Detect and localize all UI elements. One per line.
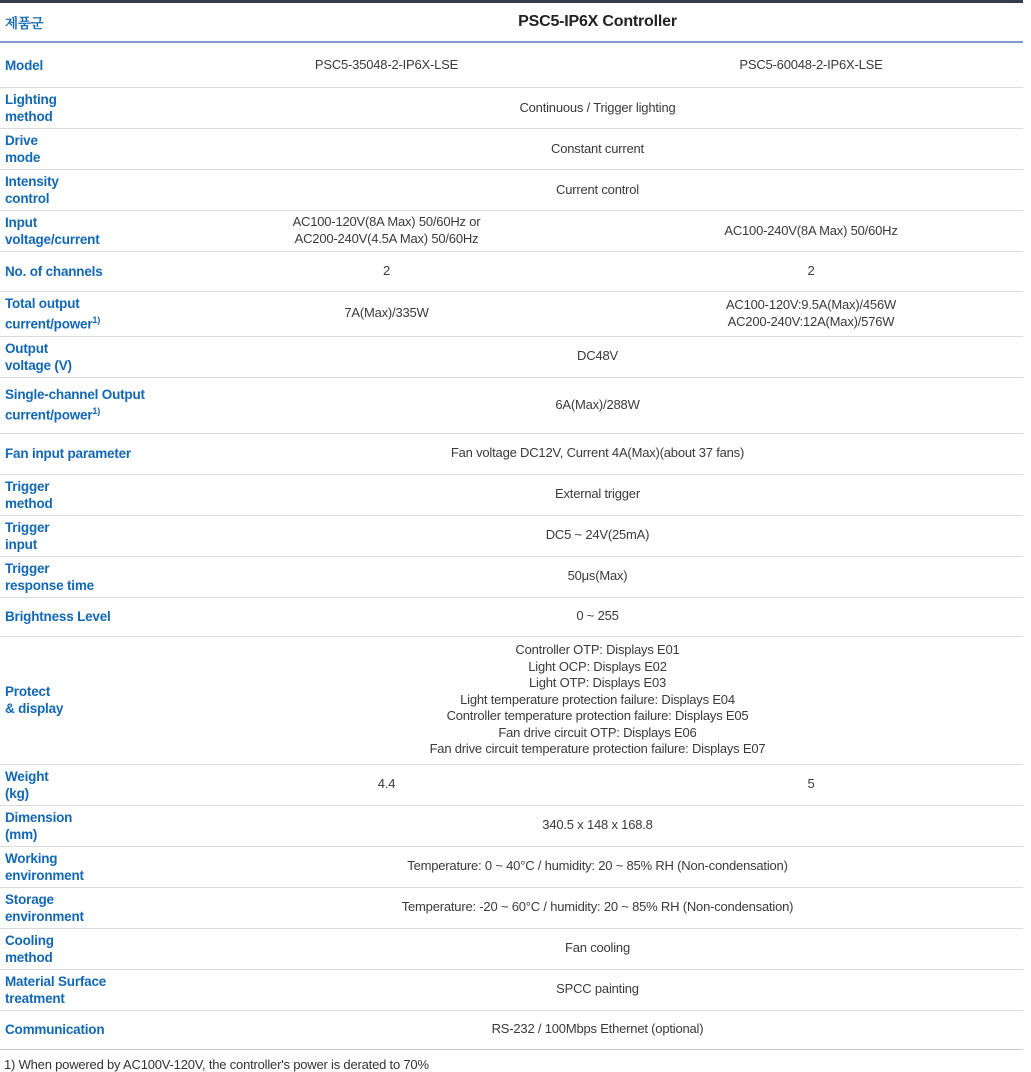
page-title: PSC5-IP6X Controller — [518, 13, 677, 30]
spec-row-input-voltage-current — [0, 210, 1023, 251]
spec-row-trigger-input — [0, 515, 1023, 556]
spec-row-cooling-method — [0, 928, 1023, 969]
value-cell-left: PSC5-35048-2-IP6X-LSE — [314, 56, 459, 72]
row-label: Dimension (mm) — [5, 809, 73, 842]
spec-row-intensity-control — [0, 169, 1023, 210]
row-label: Lighting method — [5, 92, 57, 124]
spec-row-output-voltage — [0, 336, 1023, 377]
row-label: Storage environment — [5, 891, 84, 924]
value-cell-left: 7A(Max)/335W — [344, 305, 429, 321]
value-cell: 340.5 x 148 x 168.8 — [542, 817, 653, 833]
value-cell: Constant current — [551, 140, 644, 156]
value-cell: 6A(Max)/288W — [555, 396, 640, 412]
spec-row-drive-mode — [0, 128, 1023, 169]
value-cell: Continuous / Trigger lighting — [519, 99, 676, 115]
value-cell-right: PSC5-60048-2-IP6X-LSE — [739, 56, 883, 72]
spec-row-brightness-level — [0, 597, 1023, 636]
spec-table-header — [0, 3, 1023, 43]
row-label: No. of channels — [5, 264, 103, 279]
value-cell: Fan cooling — [564, 940, 630, 956]
value-cell: Current control — [556, 181, 639, 197]
row-label: Material Surface treatment — [5, 973, 107, 1006]
row-label: Intensity control — [5, 174, 59, 206]
row-label: Trigger input — [5, 519, 50, 552]
spec-row-model — [0, 43, 1023, 87]
value-cell: Controller OTP: Displays E01 Light OCP: Displays E02 Light OTP: Displays E03 Light temperature protection failure: Displays E04 Controller temperature protection failure: Displays E05 Fan drive circuit OTP: Displays E06 Fan drive circuit temperature protection failure: Displays E07 — [429, 641, 766, 757]
row-label: Communication — [5, 1022, 105, 1037]
spec-row-dimension — [0, 805, 1023, 846]
spec-row-communication — [0, 1010, 1023, 1049]
value-cell: External trigger — [555, 486, 640, 502]
product-group-label: 제품군 — [5, 16, 44, 31]
value-cell: DC5 ~ 24V(25mA) — [545, 527, 650, 543]
spec-row-fan-input-parameter — [0, 433, 1023, 474]
value-cell-right: 2 — [807, 263, 815, 279]
spec-row-protect-display — [0, 636, 1023, 764]
value-cell: 50μs(Max) — [567, 568, 628, 584]
row-label: Fan input parameter — [5, 446, 131, 461]
value-cell: Fan voltage DC12V, Current 4A(Max)(about 37 fans) — [450, 445, 745, 461]
row-label: Trigger method — [5, 478, 53, 511]
value-cell: Temperature: 0 ~ 40°C / humidity: 20 ~ 85% RH (Non-condensation) — [407, 858, 788, 874]
spec-row-trigger-method — [0, 474, 1023, 515]
row-label: Working environment — [5, 850, 84, 883]
row-label: Drive mode — [5, 133, 41, 165]
value-cell-left: AC100-120V(8A Max) 50/60Hz or AC200-240V(4.5A Max) 50/60Hz — [292, 214, 481, 246]
spec-row-weight — [0, 764, 1023, 805]
row-label: Single-channel Output current/power$^{1)}$ — [5, 387, 145, 423]
spec-row-total-output — [0, 291, 1023, 336]
value-cell: Temperature: -20 ~ 60°C / humidity: 20 ~ 85% RH (Non-condensation) — [401, 899, 794, 915]
row-label: Trigger response time — [5, 560, 94, 593]
row-label: Weight (kg) — [5, 768, 49, 801]
spec-row-trigger-response-time — [0, 556, 1023, 597]
spec-row-single-channel-output — [0, 377, 1023, 433]
value-cell-left: 2 — [382, 263, 391, 279]
value-cell-right: AC100-120V:9.5A(Max)/456W AC200-240V:12A(Max)/576W — [725, 297, 897, 329]
spec-rows — [0, 43, 1023, 1050]
value-cell-right: 5 — [807, 776, 815, 792]
spec-row-storage-environment — [0, 887, 1023, 928]
row-label: Cooling method — [5, 932, 54, 965]
row-label: Total output current/power$^{1)}$ — [5, 296, 101, 332]
spec-row-no-of-channels — [0, 251, 1023, 291]
value-cell-right: AC100-240V(8A Max) 50/60Hz — [724, 222, 898, 238]
value-cell: 0 ~ 255 — [576, 608, 619, 624]
spec-row-material-surface-treatment — [0, 969, 1023, 1010]
row-label: Input voltage/current — [5, 215, 100, 247]
row-label: Brightness Level — [5, 609, 111, 624]
value-cell: RS-232 / 100Mbps Ethernet (optional) — [491, 1021, 704, 1037]
value-cell: DC48V — [577, 348, 618, 364]
spec-row-working-environment — [0, 846, 1023, 887]
footnote: 1) When powered by AC100V-120V, the controller's power is derated to 70% — [4, 1056, 429, 1072]
row-label: Model — [5, 57, 43, 73]
value-cell: SPCC painting — [556, 981, 639, 997]
row-label: Protect & display — [5, 684, 64, 716]
row-label: Output voltage (V) — [5, 340, 72, 373]
spec-row-lighting-method — [0, 87, 1023, 128]
value-cell-left: 4.4 — [377, 776, 396, 792]
